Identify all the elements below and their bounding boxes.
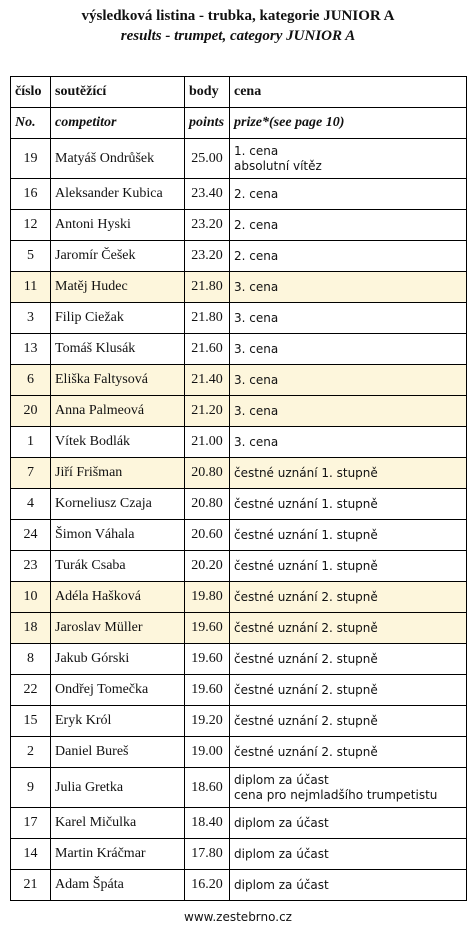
competitor-prize (230, 210, 467, 241)
competitor-number: 18 (11, 613, 51, 644)
competitor-points: 16.20 (185, 870, 230, 901)
competitor-number: 12 (11, 210, 51, 241)
header-points: body (185, 77, 230, 108)
prize-line: diplom za účast (234, 877, 329, 892)
table-row (11, 839, 467, 870)
competitor-name: Jakub Górski (51, 644, 185, 675)
competitor-prize (230, 396, 467, 427)
prize-line: 3. cena (234, 310, 279, 325)
table-row (11, 737, 467, 768)
competitor-points: 18.40 (185, 808, 230, 839)
prize-line: diplom za účast (234, 846, 329, 861)
competitor-name: Jiří Frišman (51, 458, 185, 489)
competitor-number: 7 (11, 458, 51, 489)
competitor-prize (230, 582, 467, 613)
competitor-name: Anna Palmeová (51, 396, 185, 427)
competitor-points: 19.20 (185, 706, 230, 737)
table-row (11, 303, 467, 334)
competitor-number: 3 (11, 303, 51, 334)
table-row (11, 551, 467, 582)
competitor-points: 25.00 (185, 139, 230, 179)
competitor-name: Jaroslav Müller (51, 613, 185, 644)
competitor-name: Matyáš Ondrůšek (51, 139, 185, 179)
table-row (11, 706, 467, 737)
results-table (10, 76, 467, 901)
competitor-points: 21.40 (185, 365, 230, 396)
table-row (11, 870, 467, 901)
competitor-prize (230, 303, 467, 334)
footer-url: www.zestebrno.cz (184, 910, 292, 924)
prize-line: cena pro nejmladšího trumpetistu (234, 787, 438, 802)
prize-line: 2. cena (234, 186, 279, 201)
prize-line: diplom za účast (234, 772, 329, 787)
table-row (11, 139, 467, 179)
competitor-name: Antoni Hyski (51, 210, 185, 241)
prize-line: 2. cena (234, 248, 279, 263)
subheader-number: No. (11, 108, 51, 139)
competitor-number: 6 (11, 365, 51, 396)
competitor-points: 20.80 (185, 489, 230, 520)
competitor-points: 20.80 (185, 458, 230, 489)
prize-line: čestné uznání 2. stupně (234, 589, 378, 604)
competitor-number: 22 (11, 675, 51, 706)
table-row (11, 179, 467, 210)
competitor-name: Turák Csaba (51, 551, 185, 582)
competitor-name: Eryk Król (51, 706, 185, 737)
competitor-number: 23 (11, 551, 51, 582)
competitor-prize (230, 272, 467, 303)
page-title: výsledková listina - trubka, kategorie JUNIOR A (81, 8, 395, 24)
competitor-number: 10 (11, 582, 51, 613)
header-prize: cena (230, 77, 467, 108)
competitor-number: 16 (11, 179, 51, 210)
competitor-points: 21.60 (185, 334, 230, 365)
competitor-number: 9 (11, 768, 51, 808)
prize-line: čestné uznání 1. stupně (234, 465, 378, 480)
competitor-number: 19 (11, 139, 51, 179)
prize-line: čestné uznání 2. stupně (234, 744, 378, 759)
prize-line: 3. cena (234, 434, 279, 449)
competitor-number: 11 (11, 272, 51, 303)
competitor-prize (230, 458, 467, 489)
competitor-points: 19.80 (185, 582, 230, 613)
competitor-prize (230, 241, 467, 272)
prize-line: absolutní vítěz (234, 158, 322, 173)
table-row (11, 768, 467, 808)
competitor-prize (230, 427, 467, 458)
competitor-prize (230, 551, 467, 582)
table-row (11, 427, 467, 458)
competitor-number: 20 (11, 396, 51, 427)
prize-line: 3. cena (234, 403, 279, 418)
competitor-prize (230, 365, 467, 396)
competitor-number: 17 (11, 808, 51, 839)
table-row (11, 210, 467, 241)
competitor-points: 17.80 (185, 839, 230, 870)
competitor-points: 19.60 (185, 644, 230, 675)
competitor-prize (230, 139, 467, 179)
competitor-name: Matěj Hudec (51, 272, 185, 303)
prize-line: čestné uznání 1. stupně (234, 496, 378, 511)
competitor-name: Filip Ciežak (51, 303, 185, 334)
table-row (11, 272, 467, 303)
prize-line: 3. cena (234, 279, 279, 294)
competitor-name: Vítek Bodlák (51, 427, 185, 458)
competitor-prize (230, 675, 467, 706)
prize-line: 3. cena (234, 341, 279, 356)
page-subtitle: results - trumpet, category JUNIOR A (120, 28, 356, 44)
prize-line: čestné uznání 2. stupně (234, 682, 378, 697)
competitor-number: 24 (11, 520, 51, 551)
competitor-name: Korneliusz Czaja (51, 489, 185, 520)
subheader-prize: prize*(see page 10) (230, 108, 467, 139)
prize-line: čestné uznání 1. stupně (234, 558, 378, 573)
competitor-name: Daniel Bureš (51, 737, 185, 768)
subheader-points: points (185, 108, 230, 139)
competitor-prize (230, 334, 467, 365)
competitor-name: Adéla Hašková (51, 582, 185, 613)
competitor-prize (230, 870, 467, 901)
table-row (11, 334, 467, 365)
competitor-number: 14 (11, 839, 51, 870)
prize-line: 2. cena (234, 217, 279, 232)
competitor-number: 8 (11, 644, 51, 675)
header-number: číslo (11, 77, 51, 108)
competitor-name: Eliška Faltysová (51, 365, 185, 396)
subheader-competitor: competitor (51, 108, 185, 139)
table-row (11, 613, 467, 644)
competitor-points: 20.20 (185, 551, 230, 582)
competitor-number: 4 (11, 489, 51, 520)
prize-line: diplom za účast (234, 815, 329, 830)
competitor-prize (230, 808, 467, 839)
competitor-name: Tomáš Klusák (51, 334, 185, 365)
prize-line: 3. cena (234, 372, 279, 387)
prize-line: čestné uznání 2. stupně (234, 620, 378, 635)
competitor-number: 13 (11, 334, 51, 365)
competitor-name: Aleksander Kubica (51, 179, 185, 210)
competitor-points: 23.20 (185, 210, 230, 241)
competitor-points: 21.20 (185, 396, 230, 427)
competitor-prize (230, 520, 467, 551)
competitor-prize (230, 489, 467, 520)
competitor-name: Karel Mičulka (51, 808, 185, 839)
competitor-name: Julia Gretka (51, 768, 185, 808)
table-row (11, 808, 467, 839)
competitor-points: 23.20 (185, 241, 230, 272)
competitor-number: 1 (11, 427, 51, 458)
table-row (11, 396, 467, 427)
competitor-points: 18.60 (185, 768, 230, 808)
table-row (11, 675, 467, 706)
competitor-points: 19.60 (185, 675, 230, 706)
table-row (11, 489, 467, 520)
table-row (11, 520, 467, 551)
competitor-points: 23.40 (185, 179, 230, 210)
competitor-prize (230, 613, 467, 644)
competitor-points: 21.80 (185, 303, 230, 334)
competitor-prize (230, 737, 467, 768)
competitor-points: 20.60 (185, 520, 230, 551)
prize-line: 1. cena (234, 143, 279, 158)
competitor-prize (230, 644, 467, 675)
competitor-prize (230, 179, 467, 210)
prize-line: čestné uznání 1. stupně (234, 527, 378, 542)
prize-line: čestné uznání 2. stupně (234, 651, 378, 666)
competitor-prize (230, 706, 467, 737)
table-row (11, 458, 467, 489)
competitor-number: 21 (11, 870, 51, 901)
competitor-points: 21.80 (185, 272, 230, 303)
competitor-points: 21.00 (185, 427, 230, 458)
competitor-number: 5 (11, 241, 51, 272)
table-subheader-row (11, 108, 467, 139)
competitor-number: 2 (11, 737, 51, 768)
competitor-number: 15 (11, 706, 51, 737)
table-row (11, 644, 467, 675)
table-header-row (11, 77, 467, 108)
prize-line: čestné uznání 2. stupně (234, 713, 378, 728)
table-row (11, 582, 467, 613)
competitor-name: Ondřej Tomečka (51, 675, 185, 706)
competitor-prize (230, 768, 467, 808)
competitor-name: Martin Kráčmar (51, 839, 185, 870)
competitor-points: 19.60 (185, 613, 230, 644)
competitor-name: Adam Špáta (51, 870, 185, 901)
table-row (11, 365, 467, 396)
header-competitor: soutěžící (51, 77, 185, 108)
competitor-prize (230, 839, 467, 870)
competitor-name: Šimon Váhala (51, 520, 185, 551)
competitor-points: 19.00 (185, 737, 230, 768)
table-row (11, 241, 467, 272)
competitor-name: Jaromír Češek (51, 241, 185, 272)
